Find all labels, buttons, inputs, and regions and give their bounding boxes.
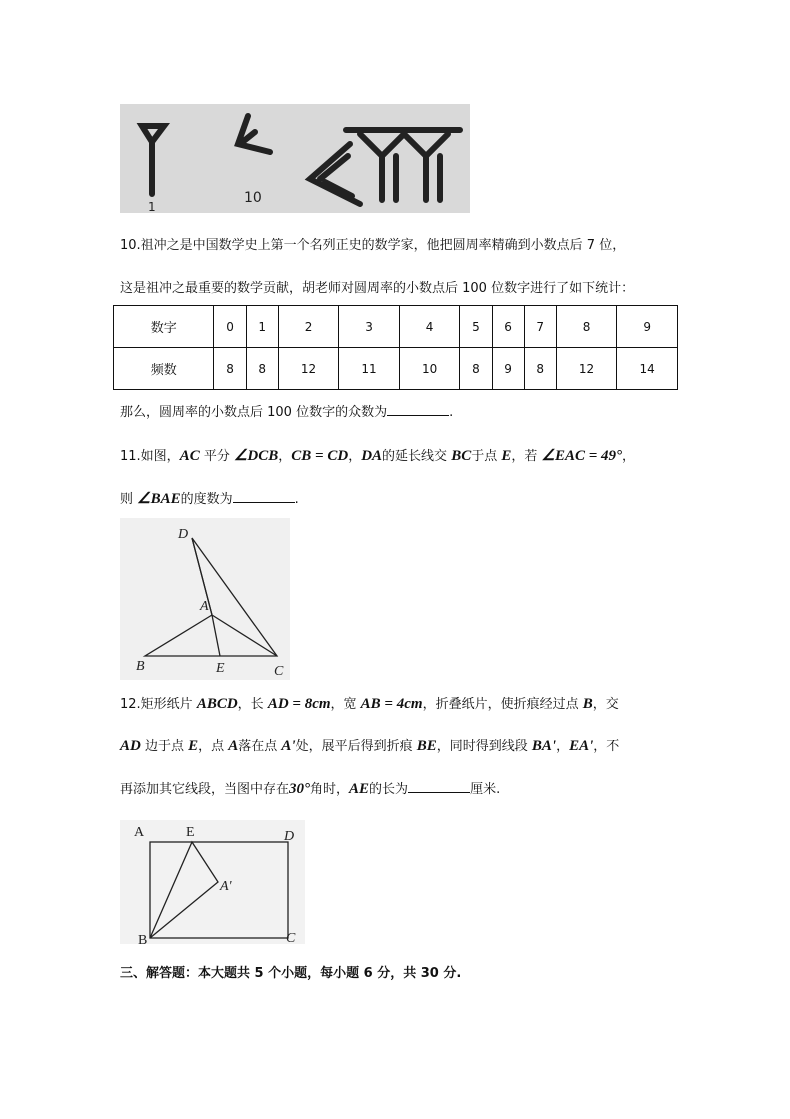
cell: 6 (492, 306, 524, 348)
text: 的延长线交 (382, 449, 452, 464)
math: BA' (531, 738, 557, 754)
q10-line1: 10.祖冲之是中国数学史上第一个名列正史的数学家，他把圆周率精确到小数点后 7 位， (120, 238, 626, 253)
text: ， (622, 449, 636, 464)
table-row-digits (114, 306, 678, 348)
cell: 3 (339, 306, 400, 348)
label-C: C (274, 664, 284, 679)
math: BE (416, 738, 437, 754)
label-D: D (178, 527, 189, 542)
math: A (228, 738, 239, 754)
math: AD = 8cm (267, 696, 331, 712)
text: ， (348, 449, 362, 464)
text: . (294, 492, 299, 507)
text: ，不 (593, 739, 620, 754)
text: 12.矩形纸片 (120, 697, 197, 712)
cell: 0 (214, 306, 246, 348)
text: 厘米. (470, 782, 501, 797)
label-B: B (138, 933, 148, 944)
cell: 8 (246, 348, 278, 390)
cell: 8 (556, 306, 617, 348)
label-A: A (134, 825, 145, 840)
text: 那么，圆周率的小数点后 100 位数字的众数为 (120, 405, 388, 420)
math: ∠EAC = 49° (541, 448, 623, 464)
table-row-frequencies (114, 348, 678, 390)
text: ，同时得到线段 (436, 739, 532, 754)
row-label-frequency: 频数 (114, 348, 214, 390)
cell: 12 (556, 348, 617, 390)
text: 角时， (310, 782, 350, 797)
cell: 4 (399, 306, 460, 348)
q12-rectangle-figure (120, 820, 305, 944)
math: DA (361, 448, 383, 464)
math: B (582, 696, 593, 712)
text: ，点 (198, 739, 229, 754)
label-B: B (136, 659, 145, 674)
cell: 9 (492, 348, 524, 390)
math: AC (179, 448, 200, 464)
text: 边于点 (140, 739, 189, 754)
cell: 1 (246, 306, 278, 348)
math: AE (349, 781, 370, 797)
text: 11.如图， (120, 449, 180, 464)
math: E (188, 738, 199, 754)
text: ，宽 (330, 697, 361, 712)
q12-line3 (120, 778, 500, 798)
cell: 12 (278, 348, 339, 390)
text: 则 (120, 492, 138, 507)
math: EA' (569, 738, 594, 754)
label-E: E (216, 661, 225, 676)
answer-blank (387, 403, 449, 416)
math: E (501, 448, 512, 464)
row-label-digit: 数字 (114, 306, 214, 348)
cell: 5 (460, 306, 492, 348)
cell: 14 (617, 348, 678, 390)
cell: 8 (460, 348, 492, 390)
section-3-heading: 三、解答题：本大题共 5 个小题，每小题 6 分，共 30 分. (120, 966, 462, 981)
math: AB = 4cm (360, 696, 423, 712)
text: 处，展平后得到折痕 (295, 739, 417, 754)
label-C: C (286, 931, 296, 944)
text: 平分 (199, 449, 234, 464)
q11-triangle-figure (120, 518, 290, 680)
q10-line2: 这是祖冲之最重要的数学贡献，胡老师对圆周率的小数点后 100 位数字进行了如下统计： (120, 281, 635, 296)
cell: 8 (524, 348, 556, 390)
q11-line1 (120, 445, 635, 465)
text: 的度数为 (180, 492, 233, 507)
numeral-label-10: 10 (244, 190, 262, 206)
math: ∠DCB (233, 448, 279, 464)
text: ， (278, 449, 292, 464)
pi-digit-frequency-table (113, 305, 678, 390)
label-A-prime: A' (220, 879, 232, 894)
cell: 11 (339, 348, 400, 390)
math: 30° (289, 781, 311, 797)
math: ∠BAE (137, 491, 181, 507)
cell: 10 (399, 348, 460, 390)
q12-line2 (120, 735, 619, 755)
text: 再添加其它线段，当图中存在 (120, 782, 290, 797)
math: CB = CD (291, 448, 349, 464)
label-E: E (186, 825, 195, 840)
q12-line1 (120, 693, 619, 713)
label-A: A (200, 599, 209, 614)
text: . (449, 405, 454, 420)
q10-answer-line (120, 401, 453, 420)
label-D: D (284, 829, 295, 844)
text: ，长 (237, 697, 268, 712)
cell: 9 (617, 306, 678, 348)
answer-blank (233, 490, 295, 503)
text: ，折叠纸片，使折痕经过点 (422, 697, 583, 712)
math: ABCD (196, 696, 238, 712)
math: AD (120, 738, 141, 754)
text: 的长为 (369, 782, 409, 797)
cell: 8 (214, 348, 246, 390)
text: 于点 (471, 449, 502, 464)
numeral-label-1: 1 (148, 200, 156, 213)
text: 落在点 (238, 739, 282, 754)
ancient-numerals-figure (120, 104, 470, 213)
cell: 7 (524, 306, 556, 348)
answer-blank (408, 780, 470, 793)
text: ， (556, 739, 570, 754)
math: A' (281, 738, 296, 754)
q11-line2 (120, 488, 299, 508)
cell: 2 (278, 306, 339, 348)
text: ，若 (511, 449, 542, 464)
text: ，交 (592, 697, 619, 712)
math: BC (451, 448, 472, 464)
